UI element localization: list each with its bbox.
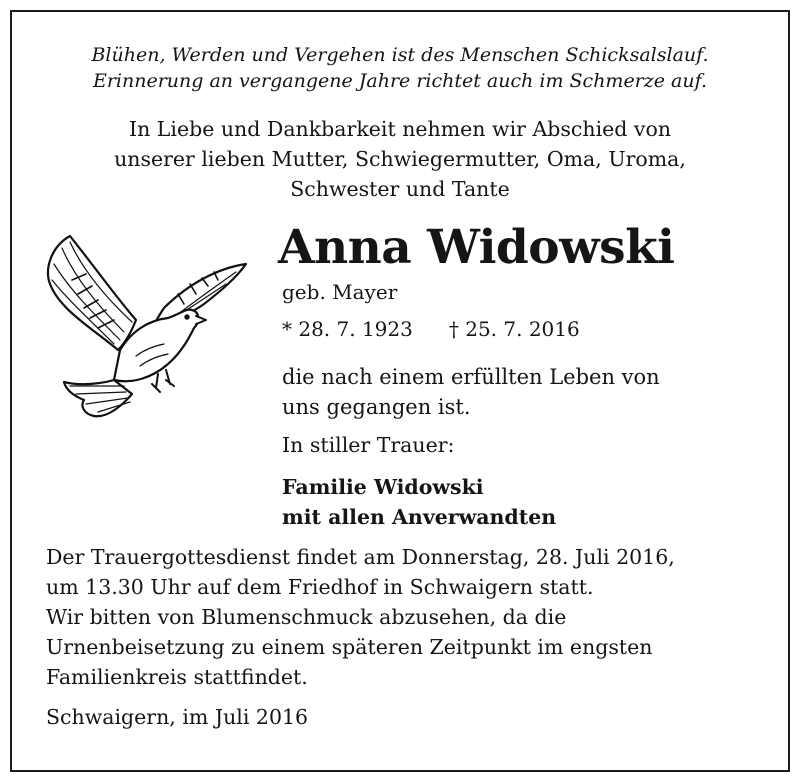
farewell-intro: [12, 114, 788, 204]
memorial-poem: [12, 42, 788, 94]
obituary-notice: [10, 10, 790, 772]
poem-line: Erinnerung an vergangene Jahre richtet auch im Schmerze auf.: [92, 70, 708, 92]
message-line: die nach einem erfüllten Leben von: [282, 365, 660, 389]
message-line: uns gegangen ist.: [282, 395, 471, 419]
mourners: [282, 472, 556, 532]
service-details: [46, 542, 675, 692]
place-and-date: Schwaigern, im Juli 2016: [46, 705, 309, 729]
deceased-name: Anna Widowski: [278, 220, 675, 275]
mourners-line: Familie Widowski: [282, 475, 484, 499]
service-line: um 13.30 Uhr auf dem Friedhof in Schwaigern statt.: [46, 575, 594, 599]
service-line: Wir bitten von Blumenschmuck abzusehen, da die: [46, 605, 567, 629]
birth-name: geb. Mayer: [282, 280, 398, 304]
dove-icon: [40, 224, 250, 424]
mourning-label: In stiller Trauer:: [282, 433, 455, 457]
intro-line: Schwester und Tante: [290, 177, 510, 201]
life-dates: [282, 314, 580, 344]
service-line: Urnenbeisetzung zu einem späteren Zeitpunkt im engsten: [46, 635, 653, 659]
obituary-message: [282, 362, 660, 422]
service-line: Der Trauergottesdienst findet am Donnerstag, 28. Juli 2016,: [46, 545, 675, 569]
service-line: Familienkreis stattfindet.: [46, 665, 308, 689]
mourners-line: mit allen Anverwandten: [282, 505, 557, 529]
intro-line: unserer lieben Mutter, Schwiegermutter, Oma, Uroma,: [114, 147, 686, 171]
birth-date: * 28. 7. 1923: [282, 317, 413, 341]
death-date: † 25. 7. 2016: [448, 317, 580, 341]
poem-line: Blühen, Werden und Vergehen ist des Menschen Schicksalslauf.: [91, 44, 709, 66]
intro-line: In Liebe und Dankbarkeit nehmen wir Abschied von: [128, 117, 672, 141]
